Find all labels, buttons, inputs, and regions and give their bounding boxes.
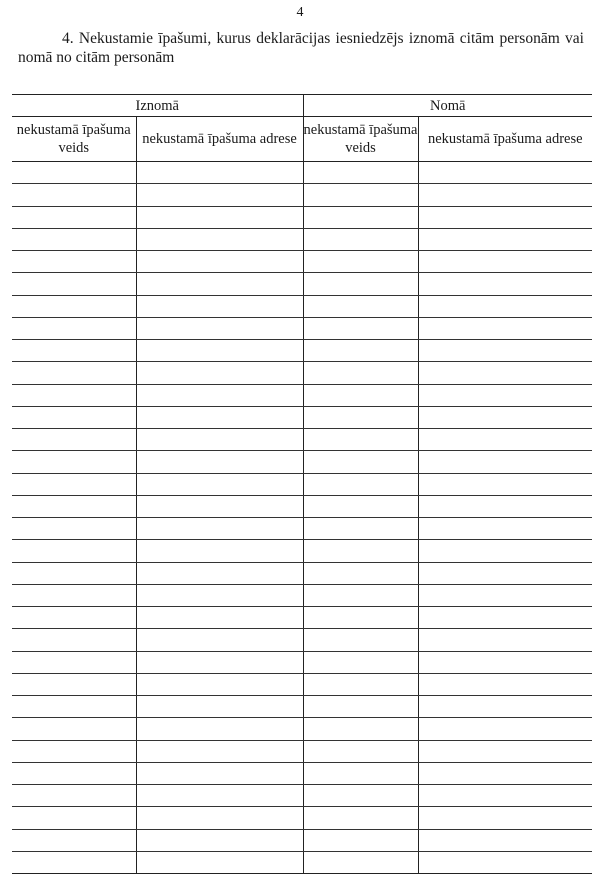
table-row: [12, 228, 592, 250]
noma-address-cell[interactable]: [418, 384, 592, 406]
table-row: [12, 251, 592, 273]
iznoma-type-cell[interactable]: [12, 495, 136, 517]
noma-type-cell[interactable]: [303, 518, 418, 540]
noma-address-cell[interactable]: [418, 317, 592, 339]
noma-address-cell[interactable]: [418, 607, 592, 629]
iznoma-address-cell[interactable]: [136, 228, 303, 250]
noma-type-cell[interactable]: [303, 295, 418, 317]
table-row: [12, 718, 592, 740]
iznoma-type-cell[interactable]: [12, 251, 136, 273]
iznoma-type-cell[interactable]: [12, 429, 136, 451]
noma-type-cell[interactable]: [303, 584, 418, 606]
noma-address-cell[interactable]: [418, 718, 592, 740]
iznoma-type-cell[interactable]: [12, 785, 136, 807]
iznoma-address-cell[interactable]: [136, 607, 303, 629]
noma-type-cell[interactable]: [303, 540, 418, 562]
iznoma-address-cell[interactable]: [136, 518, 303, 540]
table-row: [12, 495, 592, 517]
noma-type-cell[interactable]: [303, 384, 418, 406]
noma-address-cell[interactable]: [418, 228, 592, 250]
table-row: [12, 429, 592, 451]
table-body: [12, 162, 592, 874]
noma-address-cell[interactable]: [418, 340, 592, 362]
table-row: [12, 540, 592, 562]
iznoma-address-cell[interactable]: [136, 162, 303, 184]
table-row: [12, 184, 592, 206]
noma-address-cell[interactable]: [418, 451, 592, 473]
iznoma-address-cell[interactable]: [136, 273, 303, 295]
noma-address-cell[interactable]: [418, 162, 592, 184]
iznoma-type-cell[interactable]: [12, 651, 136, 673]
table-row: [12, 785, 592, 807]
iznoma-address-cell[interactable]: [136, 429, 303, 451]
table-row: [12, 762, 592, 784]
noma-type-cell[interactable]: [303, 562, 418, 584]
iznoma-address-cell[interactable]: [136, 829, 303, 851]
iznoma-address-cell[interactable]: [136, 785, 303, 807]
table-row: [12, 518, 592, 540]
table-row: [12, 451, 592, 473]
table-row: [12, 406, 592, 428]
iznoma-type-cell[interactable]: [12, 162, 136, 184]
group-header-iznoma: Iznomā: [12, 95, 303, 117]
noma-type-cell[interactable]: [303, 740, 418, 762]
noma-address-cell[interactable]: [418, 562, 592, 584]
table-row: [12, 696, 592, 718]
iznoma-type-cell[interactable]: [12, 228, 136, 250]
noma-type-cell[interactable]: [303, 273, 418, 295]
noma-type-cell[interactable]: [303, 206, 418, 228]
iznoma-type-cell[interactable]: [12, 184, 136, 206]
iznoma-address-cell[interactable]: [136, 851, 303, 873]
noma-type-cell[interactable]: [303, 451, 418, 473]
column-header-iznoma-type: nekustamā īpašuma veids: [12, 117, 136, 162]
noma-type-cell[interactable]: [303, 807, 418, 829]
iznoma-type-cell[interactable]: [12, 473, 136, 495]
noma-address-cell[interactable]: [418, 629, 592, 651]
noma-address-cell[interactable]: [418, 740, 592, 762]
group-header-noma: Nomā: [303, 95, 592, 117]
noma-address-cell[interactable]: [418, 829, 592, 851]
table-row: [12, 629, 592, 651]
noma-address-cell[interactable]: [418, 206, 592, 228]
column-header-noma-address: nekustamā īpašuma adrese: [418, 117, 592, 162]
table-row: [12, 851, 592, 873]
column-header-noma-type: nekustamā īpašuma veids: [303, 117, 418, 162]
iznoma-address-cell[interactable]: [136, 362, 303, 384]
noma-type-cell[interactable]: [303, 251, 418, 273]
noma-type-cell[interactable]: [303, 406, 418, 428]
iznoma-address-cell[interactable]: [136, 740, 303, 762]
column-header-iznoma-address: nekustamā īpašuma adrese: [136, 117, 303, 162]
noma-type-cell[interactable]: [303, 651, 418, 673]
noma-type-cell[interactable]: [303, 473, 418, 495]
iznoma-address-cell[interactable]: [136, 651, 303, 673]
noma-type-cell[interactable]: [303, 785, 418, 807]
leased-property-table: [12, 94, 592, 874]
table-row: [12, 829, 592, 851]
iznoma-address-cell[interactable]: [136, 184, 303, 206]
noma-address-cell[interactable]: [418, 473, 592, 495]
noma-type-cell[interactable]: [303, 184, 418, 206]
noma-type-cell[interactable]: [303, 762, 418, 784]
iznoma-type-cell[interactable]: [12, 406, 136, 428]
noma-address-cell[interactable]: [418, 362, 592, 384]
section-heading: [18, 29, 584, 67]
noma-type-cell[interactable]: [303, 495, 418, 517]
noma-type-cell[interactable]: [303, 718, 418, 740]
noma-type-cell[interactable]: [303, 851, 418, 873]
iznoma-type-cell[interactable]: [12, 584, 136, 606]
iznoma-address-cell[interactable]: [136, 384, 303, 406]
iznoma-address-cell[interactable]: [136, 673, 303, 695]
noma-type-cell[interactable]: [303, 607, 418, 629]
section-heading-text: Nekustamie īpašumi, kurus deklarācijas iesniedzējs iznomā citām personām vai nomā no citām personām: [18, 30, 584, 66]
noma-address-cell[interactable]: [418, 584, 592, 606]
table-row: [12, 584, 592, 606]
iznoma-address-cell[interactable]: [136, 718, 303, 740]
iznoma-type-cell[interactable]: [12, 829, 136, 851]
iznoma-type-cell[interactable]: [12, 362, 136, 384]
table-row: [12, 673, 592, 695]
noma-address-cell[interactable]: [418, 295, 592, 317]
noma-address-cell[interactable]: [418, 406, 592, 428]
iznoma-type-cell[interactable]: [12, 740, 136, 762]
iznoma-address-cell[interactable]: [136, 295, 303, 317]
iznoma-type-cell[interactable]: [12, 295, 136, 317]
noma-address-cell[interactable]: [418, 851, 592, 873]
table-row: [12, 317, 592, 339]
table-row: [12, 607, 592, 629]
noma-address-cell[interactable]: [418, 495, 592, 517]
noma-address-cell[interactable]: [418, 785, 592, 807]
iznoma-address-cell[interactable]: [136, 696, 303, 718]
noma-type-cell[interactable]: [303, 629, 418, 651]
noma-type-cell[interactable]: [303, 696, 418, 718]
table-row: [12, 362, 592, 384]
iznoma-address-cell[interactable]: [136, 251, 303, 273]
noma-address-cell[interactable]: [418, 651, 592, 673]
iznoma-type-cell[interactable]: [12, 540, 136, 562]
noma-type-cell[interactable]: [303, 673, 418, 695]
noma-type-cell[interactable]: [303, 829, 418, 851]
table-row: [12, 807, 592, 829]
iznoma-address-cell[interactable]: [136, 495, 303, 517]
iznoma-address-cell[interactable]: [136, 584, 303, 606]
noma-address-cell[interactable]: [418, 762, 592, 784]
iznoma-address-cell[interactable]: [136, 562, 303, 584]
page-number: 4: [296, 5, 304, 20]
noma-type-cell[interactable]: [303, 162, 418, 184]
iznoma-type-cell[interactable]: [12, 762, 136, 784]
noma-type-cell[interactable]: [303, 228, 418, 250]
iznoma-address-cell[interactable]: [136, 629, 303, 651]
iznoma-type-cell[interactable]: [12, 718, 136, 740]
iznoma-address-cell[interactable]: [136, 340, 303, 362]
iznoma-type-cell[interactable]: [12, 451, 136, 473]
noma-address-cell[interactable]: [418, 184, 592, 206]
iznoma-type-cell[interactable]: [12, 317, 136, 339]
iznoma-address-cell[interactable]: [136, 206, 303, 228]
noma-address-cell[interactable]: [418, 251, 592, 273]
noma-address-cell[interactable]: [418, 518, 592, 540]
iznoma-address-cell[interactable]: [136, 406, 303, 428]
noma-address-cell[interactable]: [418, 429, 592, 451]
noma-type-cell[interactable]: [303, 362, 418, 384]
iznoma-type-cell[interactable]: [12, 273, 136, 295]
noma-address-cell[interactable]: [418, 540, 592, 562]
iznoma-type-cell[interactable]: [12, 518, 136, 540]
noma-type-cell[interactable]: [303, 429, 418, 451]
iznoma-address-cell[interactable]: [136, 317, 303, 339]
iznoma-type-cell[interactable]: [12, 673, 136, 695]
iznoma-address-cell[interactable]: [136, 807, 303, 829]
iznoma-address-cell[interactable]: [136, 451, 303, 473]
table-row: [12, 340, 592, 362]
iznoma-type-cell[interactable]: [12, 607, 136, 629]
iznoma-type-cell[interactable]: [12, 696, 136, 718]
noma-address-cell[interactable]: [418, 273, 592, 295]
iznoma-type-cell[interactable]: [12, 340, 136, 362]
iznoma-address-cell[interactable]: [136, 762, 303, 784]
table-row: [12, 162, 592, 184]
iznoma-type-cell[interactable]: [12, 562, 136, 584]
table-row: [12, 740, 592, 762]
iznoma-type-cell[interactable]: [12, 851, 136, 873]
table-row: [12, 384, 592, 406]
iznoma-address-cell[interactable]: [136, 540, 303, 562]
iznoma-address-cell[interactable]: [136, 473, 303, 495]
iznoma-type-cell[interactable]: [12, 206, 136, 228]
noma-type-cell[interactable]: [303, 317, 418, 339]
iznoma-type-cell[interactable]: [12, 807, 136, 829]
iznoma-type-cell[interactable]: [12, 629, 136, 651]
table-row: [12, 206, 592, 228]
noma-address-cell[interactable]: [418, 673, 592, 695]
noma-address-cell[interactable]: [418, 807, 592, 829]
table-row: [12, 295, 592, 317]
table-row: [12, 473, 592, 495]
iznoma-type-cell[interactable]: [12, 384, 136, 406]
table-row: [12, 651, 592, 673]
noma-address-cell[interactable]: [418, 696, 592, 718]
table-row: [12, 273, 592, 295]
noma-type-cell[interactable]: [303, 340, 418, 362]
section-heading-number: 4.: [62, 30, 74, 47]
table-row: [12, 562, 592, 584]
